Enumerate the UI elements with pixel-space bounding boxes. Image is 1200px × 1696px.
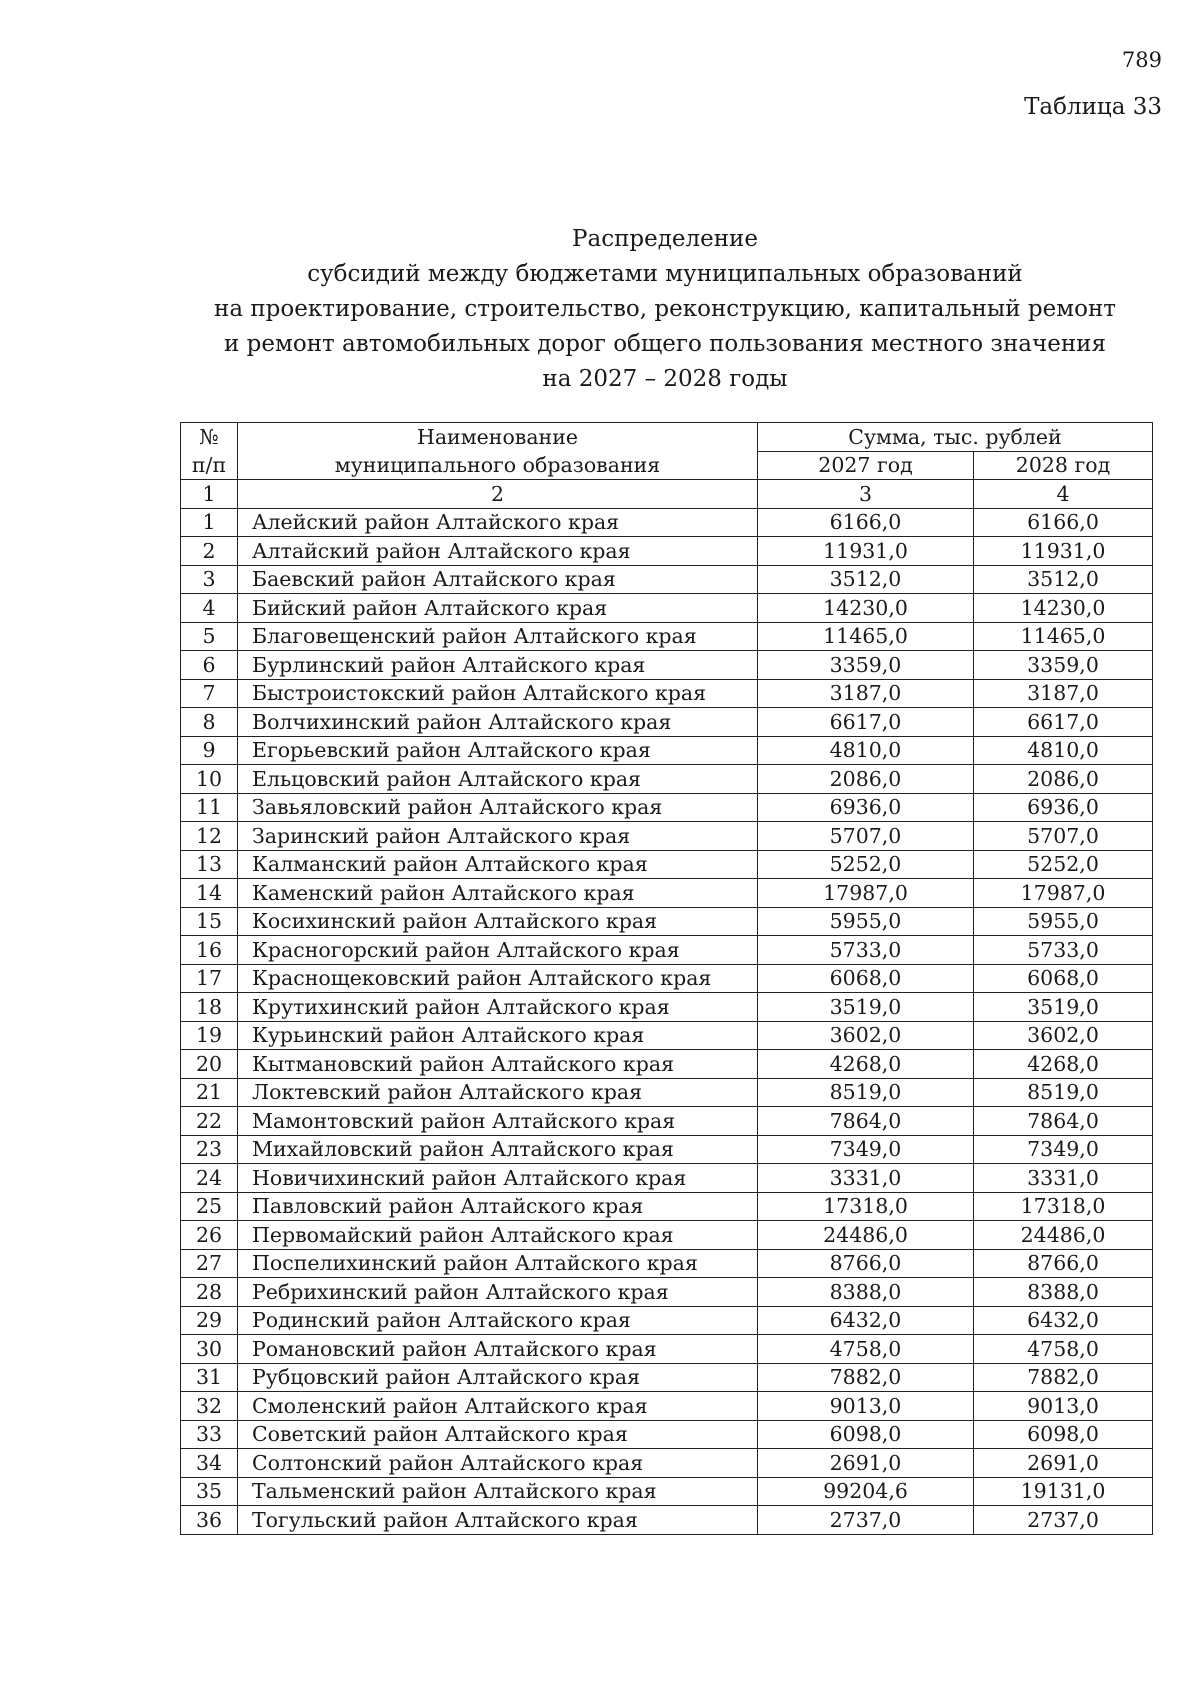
- municipality-name: Тальменский район Алтайского края: [238, 1477, 758, 1506]
- amount-2028: 5252,0: [974, 850, 1153, 879]
- row-number: 22: [181, 1107, 238, 1136]
- table-row: [181, 964, 1153, 993]
- municipality-name: Красногорский район Алтайского края: [238, 936, 758, 965]
- table-row: [181, 1392, 1153, 1421]
- amount-2028: 3359,0: [974, 651, 1153, 680]
- amount-2027: 8388,0: [758, 1278, 974, 1307]
- row-number: 10: [181, 765, 238, 794]
- municipality-name: Новичихинский район Алтайского края: [238, 1164, 758, 1193]
- table-row: [181, 1506, 1153, 1535]
- table-row: [181, 850, 1153, 879]
- table-row: [181, 537, 1153, 566]
- amount-2027: 2691,0: [758, 1449, 974, 1478]
- municipality-name: Ребрихинский район Алтайского края: [238, 1278, 758, 1307]
- municipality-name: Тогульский район Алтайского края: [238, 1506, 758, 1535]
- row-number: 12: [181, 822, 238, 851]
- row-number: 30: [181, 1335, 238, 1364]
- municipality-name: Мамонтовский район Алтайского края: [238, 1107, 758, 1136]
- amount-2028: 3187,0: [974, 679, 1153, 708]
- municipality-name: Крутихинский район Алтайского края: [238, 993, 758, 1022]
- document-title: [170, 222, 1160, 397]
- header-year-2027: 2027 год: [758, 451, 974, 480]
- header-number-abbrev: п/п: [191, 453, 227, 477]
- amount-2027: 3512,0: [758, 565, 974, 594]
- amount-2027: 5252,0: [758, 850, 974, 879]
- header-municipality-line1: Наименование: [416, 425, 579, 449]
- amount-2028: 17318,0: [974, 1192, 1153, 1221]
- row-number: 8: [181, 708, 238, 737]
- amount-2028: 6432,0: [974, 1306, 1153, 1335]
- table-row: [181, 565, 1153, 594]
- table-row: [181, 1278, 1153, 1307]
- table-row: [181, 1449, 1153, 1478]
- row-number: 1: [181, 508, 238, 537]
- row-number: 29: [181, 1306, 238, 1335]
- amount-2028: 2691,0: [974, 1449, 1153, 1478]
- municipality-name: Краснощековский район Алтайского края: [238, 964, 758, 993]
- row-number: 16: [181, 936, 238, 965]
- municipality-name: Первомайский район Алтайского края: [238, 1221, 758, 1250]
- amount-2028: 2086,0: [974, 765, 1153, 794]
- table-label: Таблица 33: [1024, 94, 1162, 120]
- row-number: 2: [181, 537, 238, 566]
- header-number: [181, 423, 238, 480]
- table-row: [181, 651, 1153, 680]
- municipality-name: Бурлинский район Алтайского края: [238, 651, 758, 680]
- amount-2027: 24486,0: [758, 1221, 974, 1250]
- amount-2028: 19131,0: [974, 1477, 1153, 1506]
- amount-2027: 11931,0: [758, 537, 974, 566]
- amount-2027: 5733,0: [758, 936, 974, 965]
- amount-2028: 6068,0: [974, 964, 1153, 993]
- table-row: [181, 1335, 1153, 1364]
- amount-2027: 5955,0: [758, 907, 974, 936]
- table-row: [181, 1420, 1153, 1449]
- row-number: 24: [181, 1164, 238, 1193]
- amount-2027: 6936,0: [758, 793, 974, 822]
- amount-2027: 8519,0: [758, 1078, 974, 1107]
- row-number: 14: [181, 879, 238, 908]
- title-line: на проектирование, строительство, реконструкцию, капитальный ремонт: [213, 296, 1117, 322]
- amount-2028: 5707,0: [974, 822, 1153, 851]
- municipality-name: Рубцовский район Алтайского края: [238, 1363, 758, 1392]
- row-number: 35: [181, 1477, 238, 1506]
- row-number: 20: [181, 1050, 238, 1079]
- header-sum-group: Сумма, тыс. рублей: [758, 423, 1153, 452]
- table-row: [181, 1306, 1153, 1335]
- amount-2027: 6068,0: [758, 964, 974, 993]
- amount-2027: 14230,0: [758, 594, 974, 623]
- municipality-name: Косихинский район Алтайского края: [238, 907, 758, 936]
- municipality-name: Романовский район Алтайского края: [238, 1335, 758, 1364]
- amount-2027: 99204,6: [758, 1477, 974, 1506]
- table-row: [181, 907, 1153, 936]
- amount-2027: 3602,0: [758, 1021, 974, 1050]
- table-row: [181, 736, 1153, 765]
- table-header: [181, 423, 1153, 509]
- municipality-name: Локтевский район Алтайского края: [238, 1078, 758, 1107]
- amount-2028: 3519,0: [974, 993, 1153, 1022]
- amount-2028: 4758,0: [974, 1335, 1153, 1364]
- row-number: 15: [181, 907, 238, 936]
- table-row: [181, 679, 1153, 708]
- amount-2028: 9013,0: [974, 1392, 1153, 1421]
- amount-2028: 7882,0: [974, 1363, 1153, 1392]
- municipality-name: Павловский район Алтайского края: [238, 1192, 758, 1221]
- municipality-name: Калманский район Алтайского края: [238, 850, 758, 879]
- row-number: 17: [181, 964, 238, 993]
- amount-2028: 3602,0: [974, 1021, 1153, 1050]
- amount-2028: 6166,0: [974, 508, 1153, 537]
- amount-2028: 3331,0: [974, 1164, 1153, 1193]
- amount-2027: 2086,0: [758, 765, 974, 794]
- row-number: 19: [181, 1021, 238, 1050]
- amount-2028: 8519,0: [974, 1078, 1153, 1107]
- row-number: 23: [181, 1135, 238, 1164]
- municipality-name: Советский район Алтайского края: [238, 1420, 758, 1449]
- amount-2028: 7864,0: [974, 1107, 1153, 1136]
- row-number: 7: [181, 679, 238, 708]
- table-row: [181, 793, 1153, 822]
- amount-2027: 6166,0: [758, 508, 974, 537]
- column-index: 4: [974, 480, 1153, 509]
- row-number: 31: [181, 1363, 238, 1392]
- amount-2027: 4758,0: [758, 1335, 974, 1364]
- municipality-name: Михайловский район Алтайского края: [238, 1135, 758, 1164]
- row-number: 36: [181, 1506, 238, 1535]
- amount-2028: 8766,0: [974, 1249, 1153, 1278]
- amount-2028: 14230,0: [974, 594, 1153, 623]
- amount-2027: 6617,0: [758, 708, 974, 737]
- amount-2028: 11465,0: [974, 622, 1153, 651]
- municipality-name: Бийский район Алтайского края: [238, 594, 758, 623]
- amount-2027: 7864,0: [758, 1107, 974, 1136]
- row-number: 32: [181, 1392, 238, 1421]
- table-row: [181, 765, 1153, 794]
- header-number-symbol: №: [199, 425, 219, 449]
- table-row: [181, 1164, 1153, 1193]
- amount-2028: 6936,0: [974, 793, 1153, 822]
- municipality-name: Кытмановский район Алтайского края: [238, 1050, 758, 1079]
- row-number: 26: [181, 1221, 238, 1250]
- table-row: [181, 1221, 1153, 1250]
- title-line: субсидий между бюджетами муниципальных образований: [307, 261, 1023, 287]
- table-row: [181, 1078, 1153, 1107]
- amount-2028: 11931,0: [974, 537, 1153, 566]
- row-number: 6: [181, 651, 238, 680]
- amount-2028: 4810,0: [974, 736, 1153, 765]
- title-line: и ремонт автомобильных дорог общего пользования местного значения: [223, 331, 1107, 357]
- column-index: 1: [181, 480, 238, 509]
- amount-2027: 7349,0: [758, 1135, 974, 1164]
- amount-2027: 17987,0: [758, 879, 974, 908]
- municipality-name: Благовещенский район Алтайского края: [238, 622, 758, 651]
- amount-2027: 3359,0: [758, 651, 974, 680]
- row-number: 34: [181, 1449, 238, 1478]
- header-row: [181, 423, 1153, 452]
- row-number: 11: [181, 793, 238, 822]
- amount-2028: 8388,0: [974, 1278, 1153, 1307]
- amount-2027: 4810,0: [758, 736, 974, 765]
- table-row: [181, 993, 1153, 1022]
- title-line: Распределение: [572, 226, 758, 252]
- table-row: [181, 879, 1153, 908]
- amount-2027: 3187,0: [758, 679, 974, 708]
- municipality-name: Баевский район Алтайского края: [238, 565, 758, 594]
- municipality-name: Егорьевский район Алтайского края: [238, 736, 758, 765]
- table-row: [181, 1249, 1153, 1278]
- table-row: [181, 1135, 1153, 1164]
- table-row: [181, 1107, 1153, 1136]
- amount-2028: 3512,0: [974, 565, 1153, 594]
- row-number: 5: [181, 622, 238, 651]
- amount-2027: 17318,0: [758, 1192, 974, 1221]
- row-number: 33: [181, 1420, 238, 1449]
- table-row: [181, 1363, 1153, 1392]
- amount-2027: 6098,0: [758, 1420, 974, 1449]
- table-body: [181, 508, 1153, 1534]
- header-municipality: [238, 423, 758, 480]
- amount-2027: 6432,0: [758, 1306, 974, 1335]
- municipality-name: Алейский район Алтайского края: [238, 508, 758, 537]
- municipality-name: Алтайский район Алтайского края: [238, 537, 758, 566]
- municipality-name: Солтонский район Алтайского края: [238, 1449, 758, 1478]
- table-row: [181, 1192, 1153, 1221]
- header-year-2028: 2028 год: [974, 451, 1153, 480]
- amount-2027: 8766,0: [758, 1249, 974, 1278]
- table-row: [181, 1021, 1153, 1050]
- amount-2027: 3331,0: [758, 1164, 974, 1193]
- amount-2027: 7882,0: [758, 1363, 974, 1392]
- subsidy-distribution-table: [180, 422, 1153, 1535]
- municipality-name: Поспелихинский район Алтайского края: [238, 1249, 758, 1278]
- municipality-name: Быстроистокский район Алтайского края: [238, 679, 758, 708]
- amount-2028: 4268,0: [974, 1050, 1153, 1079]
- row-number: 28: [181, 1278, 238, 1307]
- column-index-row: [181, 480, 1153, 509]
- row-number: 13: [181, 850, 238, 879]
- amount-2028: 6098,0: [974, 1420, 1153, 1449]
- amount-2027: 2737,0: [758, 1506, 974, 1535]
- title-line: на 2027 – 2028 годы: [542, 366, 788, 392]
- row-number: 4: [181, 594, 238, 623]
- municipality-name: Ельцовский район Алтайского края: [238, 765, 758, 794]
- municipality-name: Волчихинский район Алтайского края: [238, 708, 758, 737]
- table-row: [181, 708, 1153, 737]
- table-row: [181, 622, 1153, 651]
- row-number: 18: [181, 993, 238, 1022]
- amount-2028: 5733,0: [974, 936, 1153, 965]
- amount-2028: 17987,0: [974, 879, 1153, 908]
- amount-2027: 11465,0: [758, 622, 974, 651]
- row-number: 21: [181, 1078, 238, 1107]
- municipality-name: Заринский район Алтайского края: [238, 822, 758, 851]
- row-number: 3: [181, 565, 238, 594]
- row-number: 27: [181, 1249, 238, 1278]
- column-index: 3: [758, 480, 974, 509]
- amount-2028: 24486,0: [974, 1221, 1153, 1250]
- amount-2027: 9013,0: [758, 1392, 974, 1421]
- municipality-name: Родинский район Алтайского края: [238, 1306, 758, 1335]
- table-row: [181, 508, 1153, 537]
- amount-2027: 3519,0: [758, 993, 974, 1022]
- row-number: 25: [181, 1192, 238, 1221]
- page-number: 789: [1121, 48, 1162, 72]
- column-index: 2: [238, 480, 758, 509]
- row-number: 9: [181, 736, 238, 765]
- municipality-name: Завьяловский район Алтайского края: [238, 793, 758, 822]
- table-row: [181, 936, 1153, 965]
- municipality-name: Каменский район Алтайского края: [238, 879, 758, 908]
- header-municipality-line2: муниципального образования: [334, 453, 661, 477]
- amount-2028: 6617,0: [974, 708, 1153, 737]
- municipality-name: Смоленский район Алтайского края: [238, 1392, 758, 1421]
- amount-2027: 4268,0: [758, 1050, 974, 1079]
- table-row: [181, 822, 1153, 851]
- amount-2028: 7349,0: [974, 1135, 1153, 1164]
- table-row: [181, 594, 1153, 623]
- amount-2027: 5707,0: [758, 822, 974, 851]
- table-row: [181, 1477, 1153, 1506]
- amount-2028: 2737,0: [974, 1506, 1153, 1535]
- municipality-name: Курьинский район Алтайского края: [238, 1021, 758, 1050]
- table-row: [181, 1050, 1153, 1079]
- amount-2028: 5955,0: [974, 907, 1153, 936]
